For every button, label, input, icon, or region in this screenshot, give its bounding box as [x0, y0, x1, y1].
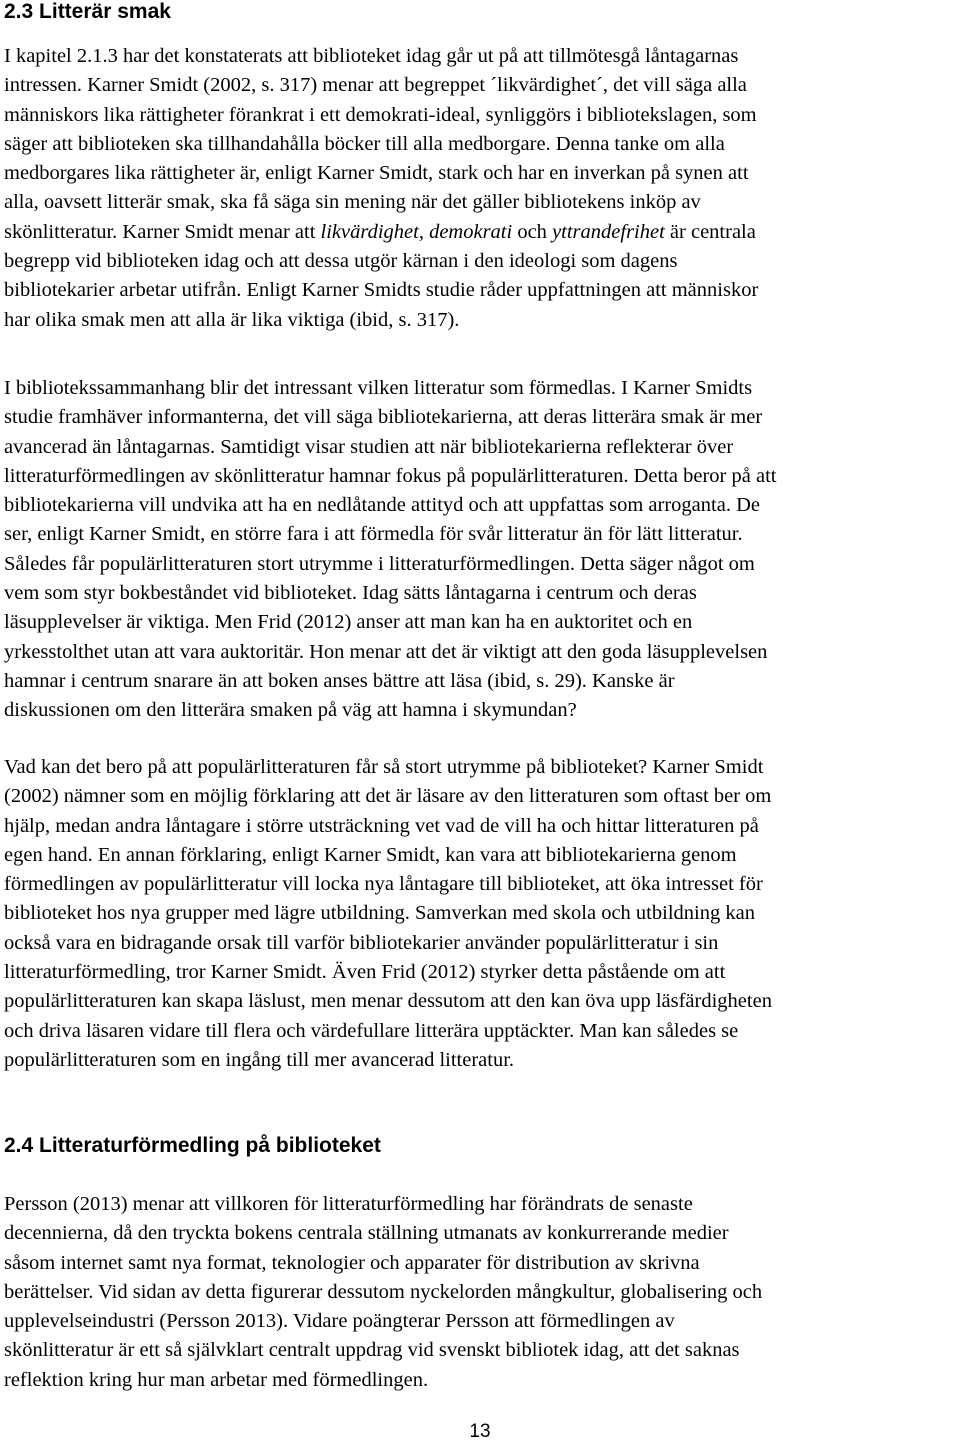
text-line: upplevelseindustri (Persson 2013). Vidare poängterar Persson att förmedlingen av	[4, 1310, 675, 1333]
text-line: biblioteket hos nya grupper med lägre utbildning. Samverkan med skola och utbildning kan	[4, 902, 755, 925]
text-line: ser, enligt Karner Smidt, en större fara i att förmedla för svår litteratur än för lätt litteratur.	[4, 523, 743, 546]
text-line: människors lika rättigheter förankrat i ett demokrati-ideal, synliggörs i bibliotekslagen, som	[4, 103, 757, 126]
text-line: har olika smak men att alla är lika viktiga (ibid, s. 317).	[4, 308, 460, 331]
text-run: och	[512, 220, 553, 243]
text-line: I kapitel 2.1.3 har det konstaterats att biblioteket idag går ut på att tillmötesgå låntagarnas	[4, 45, 739, 67]
text-line: säger att biblioteken ska tillhandahålla böcker till alla medborgare. Denna tanke om alla	[4, 132, 725, 155]
emphasized-term: yttrandefrihet	[552, 220, 665, 243]
text-line: Vad kan det bero på att populärlitteraturen får så stort utrymme på biblioteket? Karner Smidt	[4, 756, 764, 778]
text-line: såsom internet samt nya format, teknologier och apparater för distribution av skrivna	[4, 1251, 700, 1274]
text-line: yrkesstolthet utan att vara auktoritär. Hon menar att det är viktigt att den goda läsupplevelsen	[4, 640, 768, 663]
text-line: medborgares lika rättigheter är, enligt Karner Smidt, stark och har en inverkan på synen att	[4, 162, 749, 185]
paragraph-2-3-1	[4, 42, 952, 335]
text-line: hjälp, medan andra låntagare i större utsträckning vet vad de vill ha och hittar litteraturen på	[4, 814, 759, 837]
text-line: egen hand. En annan förklaring, enligt Karner Smidt, kan vara att bibliotekarierna genom	[4, 843, 737, 866]
text-line: litteraturförmedlingen av skönlitteratur hamnar fokus på populärlitteraturen. Detta beror på att	[4, 464, 777, 487]
text-run: ,	[418, 220, 430, 243]
text-line: Persson (2013) menar att villkoren för litteraturförmedling har förändrats de senaste	[4, 1193, 693, 1215]
text-line: bibliotekarier arbetar utifrån. Enligt Karner Smidts studie råder uppfattningen att människor	[4, 279, 759, 302]
text-line: och driva läsaren vidare till flera och värdefullare litterära upptäckter. Man kan således se	[4, 1019, 739, 1042]
text-line: vem som styr bokbeståndet vid biblioteket. Idag sätts låntagarna i centrum och deras	[4, 582, 697, 605]
paragraph-2-3-2	[4, 374, 952, 726]
text-line: läsupplevelser är viktiga. Men Frid (2012) anser att man kan ha en auktoritet och en	[4, 611, 693, 634]
text-line	[4, 218, 952, 247]
text-line: bibliotekarierna vill undvika att ha en nedlåtande attityd och att uppfattas som arroganta. De	[4, 494, 760, 517]
text-line: reflektion kring hur man arbetar med förmedlingen.	[4, 1368, 429, 1391]
text-line: litteraturförmedling, tror Karner Smidt. Även Frid (2012) styrker detta påstående om att	[4, 961, 726, 984]
text-run: skönlitteratur. Karner Smidt menar att	[4, 220, 321, 243]
text-line: hamnar i centrum snarare än att boken anses bättre att läsa (ibid, s. 29). Kanske är	[4, 669, 675, 692]
emphasized-term: likvärdighet	[320, 220, 419, 243]
section-heading-2-4: 2.4 Litteraturförmedling på biblioteket	[4, 1134, 381, 1157]
text-line: populärlitteraturen som en ingång till mer avancerad litteratur.	[4, 1048, 515, 1071]
text-line: också vara en bidragande orsak till varför bibliotekarier använder populärlitteratur i sin	[4, 931, 719, 954]
text-line: decennierna, då den tryckta bokens centrala ställning utmanats av konkurrerande medier	[4, 1222, 729, 1245]
text-line: skönlitteratur är ett så självklart centralt uppdrag vid svenskt bibliotek idag, att det saknas	[4, 1339, 740, 1362]
text-line: förmedlingen av populärlitteratur vill locka nya låntagare till biblioteket, att öka intresset för	[4, 873, 763, 896]
text-line: I bibliotekssammanhang blir det intressant vilken litteratur som förmedlas. I Karner Smidts	[4, 377, 753, 399]
paragraph-2-4-1	[4, 1190, 952, 1395]
text-line: populärlitteraturen kan skapa läslust, men menar dessutom att den kan öva upp läsfärdigheten	[4, 990, 772, 1013]
page-number: 13	[469, 1421, 491, 1442]
text-line: Således får populärlitteraturen stort utrymme i litteraturförmedlingen. Detta säger något om	[4, 552, 755, 575]
text-line: alla, oavsett litterär smak, ska få säga sin mening när det gäller bibliotekens inköp av	[4, 191, 701, 214]
text-run: är centrala	[664, 220, 756, 243]
text-line: diskussionen om den litterära smaken på väg att hamna i skymundan?	[4, 699, 577, 722]
text-line: studie framhäver informanterna, det vill säga bibliotekarierna, att deras litterära smak är mer	[4, 406, 763, 429]
text-line: begrepp vid biblioteken idag och att dessa utgör kärnan i den ideologi som dagens	[4, 250, 678, 273]
paragraph-2-3-3	[4, 753, 952, 1075]
text-line: avancerad än låntagarnas. Samtidigt visar studien att när bibliotekarierna reflekterar över	[4, 435, 734, 458]
text-line: intressen. Karner Smidt (2002, s. 317) menar att begreppet ´likvärdighet´, det vill säga alla	[4, 74, 747, 97]
section-heading-2-3: 2.3 Litterär smak	[4, 0, 171, 23]
text-line: berättelser. Vid sidan av detta figurerar dessutom nyckelorden mångkultur, globalisering och	[4, 1280, 763, 1303]
text-line: (2002) nämner som en möjlig förklaring att det är läsare av den litteraturen som oftast ber om	[4, 785, 772, 808]
emphasized-term: demokrati	[429, 220, 513, 243]
